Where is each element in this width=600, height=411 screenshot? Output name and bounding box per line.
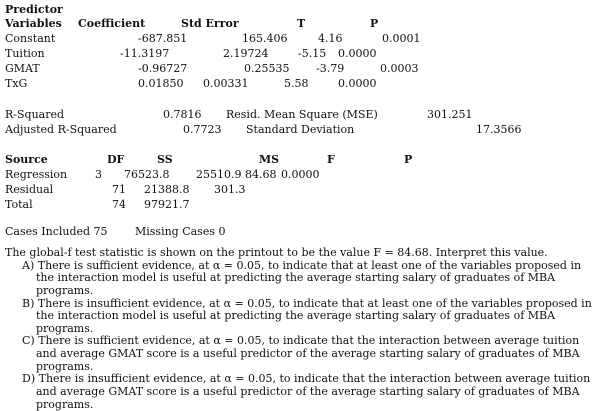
residual-df: 71 [112,183,126,196]
question-block [5,246,592,411]
row-p: 0.0000 [338,47,377,60]
ss-header: SS [157,153,173,166]
std-deviation-label: Standard Deviation [246,123,355,136]
adj-r-squared-label: Adjusted R-Squared [5,123,117,136]
regression-df: 3 [95,168,102,181]
row-se: 165.406 [242,32,288,45]
option-b: B) There is insufficient evidence, at α = 0.05, to indicate that at least one of the variables proposed in the interaction model is useful at predicting the average starting salary of graduates of MBA programs. [22,296,592,335]
question-stem: The global-f test statistic is shown on the printout to be the value F = 84.68. Interpret this value. [5,246,548,259]
row-name: TxG [5,77,28,90]
row-t: 4.16 [318,32,343,45]
option-a: A) There is sufficient evidence, at α = 0.05, to indicate that at least one of the variables proposed in the interaction model is useful at predicting the average starting salary of graduates of MBA programs. [22,258,582,297]
anova-p-header: P [404,153,413,166]
source-header: Source [5,153,48,166]
regression-ss: 76523.8 [124,168,170,181]
row-t: -5.15 [298,47,327,60]
residual-ms: 301.3 [214,183,246,196]
coefficient-header: Coefficient [78,17,146,30]
total-label: Total [5,198,33,211]
predictor-header: Predictor [5,3,63,16]
missing-cases: Missing Cases 0 [135,225,226,238]
r-squared-value: 0.7816 [163,108,202,121]
row-p: 0.0003 [380,62,419,75]
variables-header: Variables [5,17,62,30]
p-header: P [370,17,379,30]
std-deviation-value: 17.3566 [476,123,522,136]
residual-ss: 21388.8 [144,183,190,196]
total-ss: 97921.7 [144,198,190,211]
r-squared-label: R-Squared [5,108,65,121]
df-header: DF [107,153,125,166]
row-p: 0.0001 [382,32,421,45]
row-name: GMAT [5,62,40,75]
row-se: 2.19724 [223,47,269,60]
f-header: F [327,153,335,166]
row-se: 0.25535 [244,62,290,75]
row-t: 5.58 [284,77,309,90]
regression-label: Regression [5,168,68,181]
t-header: T [297,17,306,30]
regression-p: 0.0000 [281,168,320,181]
mse-value: 301.251 [427,108,473,121]
row-coef: 0.01850 [138,77,184,90]
row-name: Tuition [5,47,45,60]
row-se: 0.00331 [203,77,249,90]
row-coef: -687.851 [138,32,188,45]
regression-f: 84.68 [245,168,277,181]
option-c: C) There is sufficient evidence, at α = 0.05, to indicate that the interaction between average tuition and average GMAT score is a useful predictor of the average starting salary of graduates of MBA programs. [22,334,580,373]
row-name: Constant [5,32,56,45]
regression-ms: 25510.9 [196,168,242,181]
ms-header: MS [259,153,280,166]
cases-included: Cases Included 75 [5,225,108,238]
row-coef: -0.96727 [138,62,188,75]
total-df: 74 [112,198,126,211]
row-p: 0.0000 [338,77,377,90]
row-t: -3.79 [316,62,345,75]
option-d: D) There is insufficient evidence, at α = 0.05, to indicate that the interaction between average tuition and average GMAT score is a useful predictor of the average starting salary of graduates of MBA programs. [22,372,591,411]
mse-label: Resid. Mean Square (MSE) [226,108,378,121]
std-error-header: Std Error [181,17,239,30]
adj-r-squared-value: 0.7723 [183,123,222,136]
row-coef: -11.3197 [120,47,170,60]
residual-label: Residual [5,183,54,196]
